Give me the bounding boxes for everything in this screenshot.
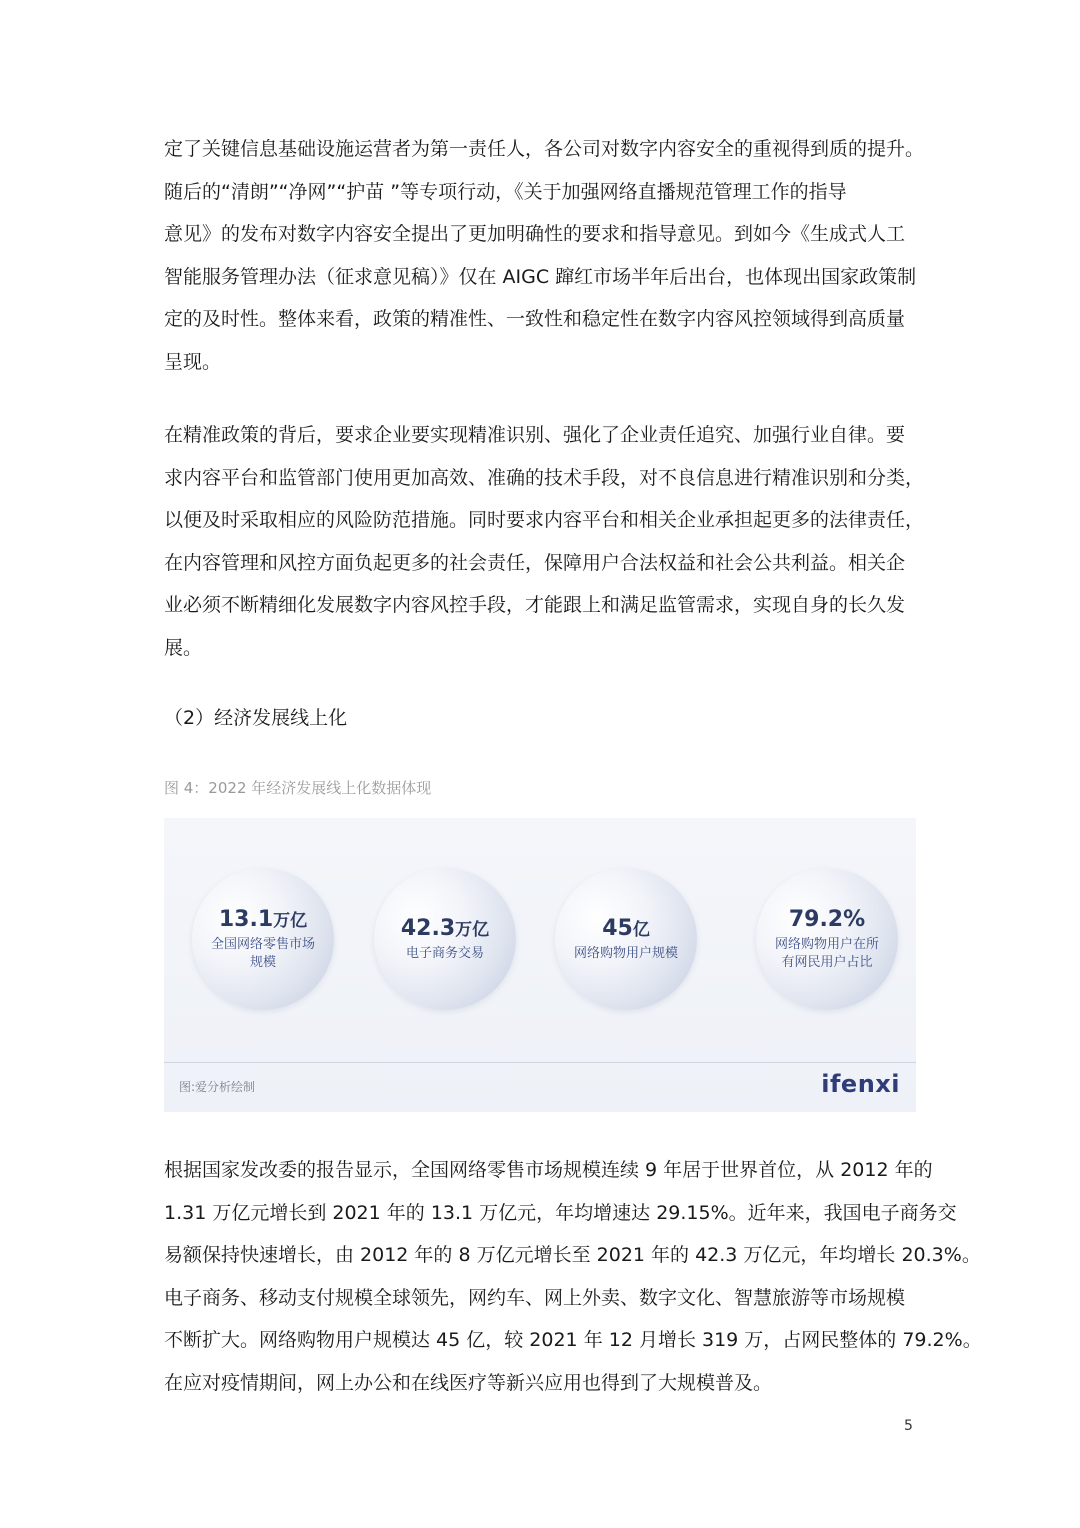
text-line: 求内容平台和监管部门使用更加高效、准确的技术手段，对不良信息进行精准识别和分类， (164, 466, 925, 489)
page-number: 5 (904, 1418, 913, 1434)
text-line: 以便及时采取相应的风险防范措施。同时要求内容平台和相关企业承担起更多的法律责任， (164, 509, 925, 532)
section-heading: （2）经济发展线上化 (164, 707, 348, 729)
paragraph-retail-growth (164, 1149, 982, 1405)
stat-value: 45亿 (602, 915, 650, 941)
text-line: 根据国家发改委的报告显示，全国网络零售市场规模连续 9 年居于世界首位，从 2012 年的 (164, 1159, 933, 1181)
text-line: 在精准政策的背后，要求企业要实现精准识别、强化了企业责任追究、加强行业自律。要 (164, 424, 906, 446)
text-line: 随后的“清朗”“净网”“护苗 ”等专项行动，《关于加强网络直播规范管理工作的指导 (164, 180, 847, 203)
stat-label: 全国网络零售市场规模 (210, 936, 315, 970)
paragraph-policy (164, 128, 924, 384)
stat-circle-share (756, 868, 898, 1010)
ifenxi-logo: ifenxi (821, 1070, 900, 1098)
text-line: 在应对疫情期间，网上办公和在线医疗等新兴应用也得到了大规模普及。 (164, 1371, 773, 1394)
text-line: 不断扩大。网络购物用户规模达 45 亿，较 2021 年 12 月增长 319 万，占网民整体的 79.2%。 (164, 1329, 982, 1352)
stat-circle-ecommerce (374, 868, 516, 1010)
paragraph-precision (164, 414, 924, 670)
text-line: 易额保持快速增长，由 2012 年的 8 万亿元增长至 2021 年的 42.3 万亿元，年均增长 20.3%。 (164, 1244, 981, 1267)
figure-stats-panel (164, 818, 916, 1112)
text-line: 在内容管理和风控方面负起更多的社会责任，保障用户合法权益和社会公共利益。相关企 (164, 551, 906, 574)
text-line: 业必须不断精细化发展数字内容风控手段，才能跟上和满足监管需求，实现自身的长久发 (164, 594, 906, 617)
stat-label: 电子商务交易 (405, 945, 484, 961)
figure-source: 图:爱分析绘制 (179, 1080, 256, 1094)
stat-label: 网络购物用户规模 (573, 945, 678, 961)
stat-circle-retail (192, 868, 334, 1010)
text-line: 展。 (164, 636, 203, 659)
text-line: 呈现。 (164, 350, 222, 373)
text-line: 定了关键信息基础设施运营者为第一责任人，各公司对数字内容安全的重视得到质的提升。 (164, 138, 925, 160)
stat-value: 42.3万亿 (400, 915, 490, 941)
text-line: 电子商务、移动支付规模全球领先，网约车、网上外卖、数字文化、智慧旅游等市场规模 (164, 1286, 906, 1309)
stat-value: 79.2% (788, 906, 866, 932)
text-line: 意见》的发布对数字内容安全提出了更加明确性的要求和指导意见。到如今《生成式人工 (164, 223, 906, 246)
stat-label: 网络购物用户在所有网民用户占比 (774, 936, 879, 970)
divider (164, 1062, 916, 1063)
text-line: 1.31 万亿元增长到 2021 年的 13.1 万亿元，年均增速达 29.15%。近年来，我国电子商务交 (164, 1201, 957, 1224)
text-line: 智能服务管理办法（征求意见稿）》仅在 AIGC 蹿红市场半年后出台，也体现出国家政策制 (164, 265, 917, 288)
stat-circle-shoppers (555, 868, 697, 1010)
text-line: 定的及时性。整体来看，政策的精准性、一致性和稳定性在数字内容风控领域得到高质量 (164, 308, 906, 331)
stat-value: 13.1万亿 (218, 906, 308, 932)
figure-caption: 图 4：2022 年经济发展线上化数据体现 (164, 779, 432, 797)
